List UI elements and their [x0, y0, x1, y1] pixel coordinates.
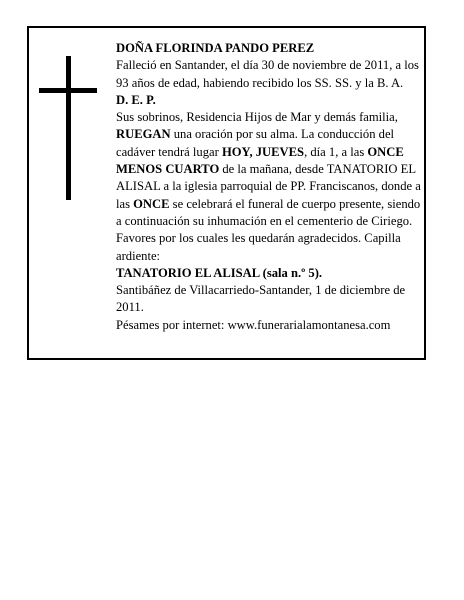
body-segment: de la mañana, desde TANATORIO EL ALISAL a la iglesia parroquial de PP. Franciscanos, donde a las: [116, 162, 421, 211]
body-segment: , día 1, a las: [304, 144, 368, 159]
rip-line: D. E. P.: [116, 92, 156, 107]
chapel-location: TANATORIO EL ALISAL (sala n.º 5).: [116, 265, 323, 280]
cross-vertical-bar: [66, 56, 71, 200]
deceased-name: DOÑA FLORINDA PANDO PEREZ: [116, 41, 315, 55]
obituary-notice: [27, 26, 426, 360]
body-segment: Sus sobrinos, Residencia Hijos de Mar y demás familia,: [116, 110, 398, 125]
cross-icon: [39, 56, 97, 200]
obituary-text: [116, 40, 422, 334]
place-date: Santibáñez de Villacarriedo-Santander, 1 de diciembre de 2011.: [116, 283, 406, 315]
obituary-body: [116, 109, 422, 265]
body-segment: ONCE MENOS CUARTO: [116, 144, 404, 177]
body-segment: RUEGAN: [116, 127, 171, 142]
body-segment: una oración por su alma. La conducción del cadáver tendrá lugar: [116, 127, 395, 159]
body-segment: HOY, JUEVES: [221, 144, 305, 159]
death-details: Falleció en Santander, el día 30 de noviembre de 2011, a los 93 años de edad, habiendo recibido los SS. SS. y la B. A.: [116, 58, 419, 90]
condolences-line: Pésames por internet: www.funerarialamontanesa.com: [116, 317, 391, 332]
cross-horizontal-bar: [39, 88, 97, 93]
body-segment: se celebrará el funeral de cuerpo presente, siendo a continuación su inhumación en el cementerio de Ciriego. Favores por los cuales les quedarán agradecidos. Capilla ardiente:: [116, 196, 421, 263]
body-segment: ONCE: [133, 196, 170, 211]
